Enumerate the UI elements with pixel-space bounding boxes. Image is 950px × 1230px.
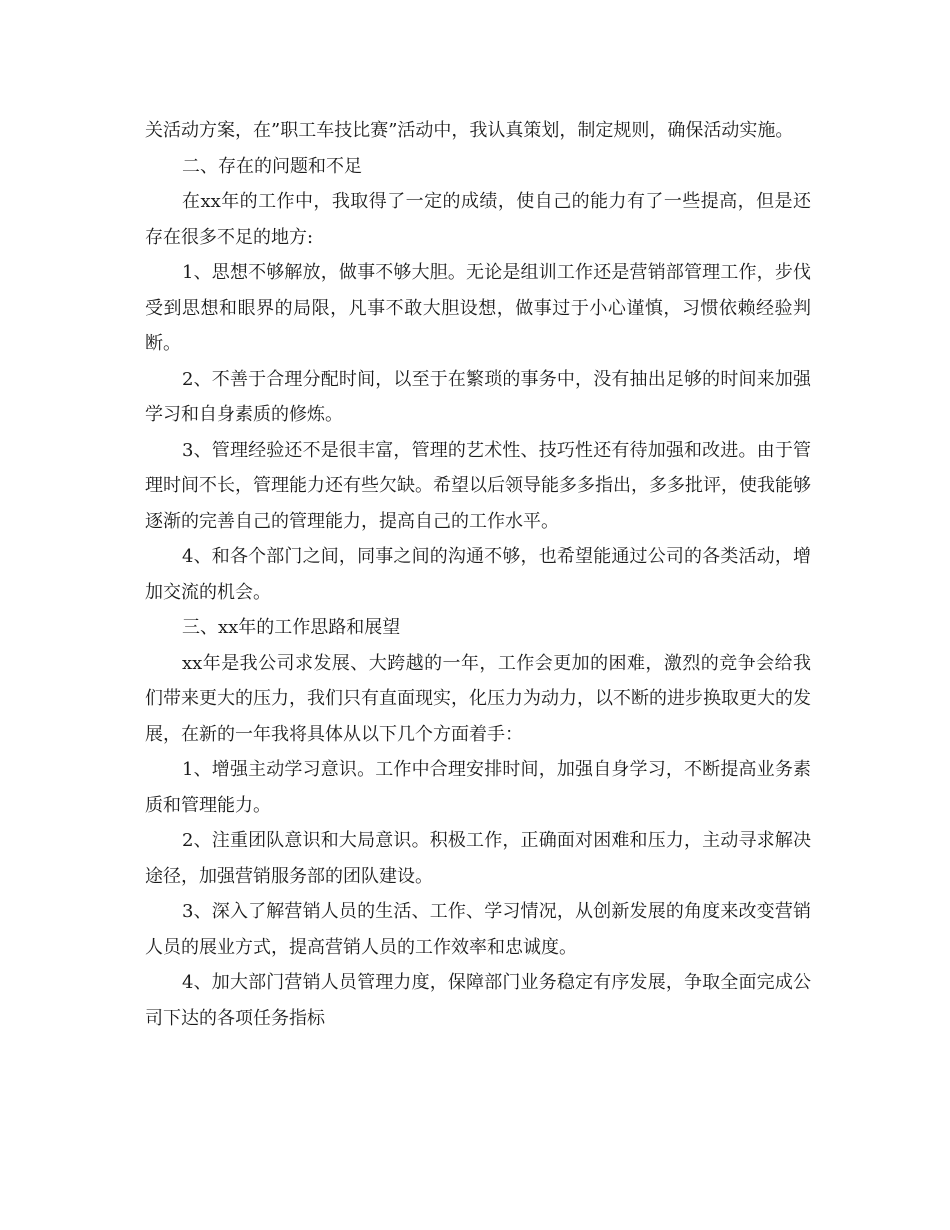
paragraph-continuation: 关活动方案，在”职工车技比赛”活动中，我认真策划，制定规则，确保活动实施。 [145,120,794,141]
plan-item-2: 2、注重团队意识和大局意识。积极工作，正确面对困难和压力，主动寻求解决途径，加强营销服务部的团队建设。 [145,830,811,887]
problem-item-2: 2、不善于合理分配时间，以至于在繁琐的事务中，没有抽出足够的时间来加强学习和自身素质的修炼。 [145,368,811,425]
problem-item-3: 3、管理经验还不是很丰富，管理的艺术性、技巧性还有待加强和改进。由于管理时间不长，管理能力还有些欠缺。希望以后领导能多多指出，多多批评，使我能够逐渐的完善自己的管理能力，提高自己的工作水平。 [145,439,811,532]
plan-item-4: 4、加大部门营销人员管理力度，保障部门业务稳定有序发展，争取全面完成公司下达的各项任务指标 [145,972,811,1029]
problem-item-1: 1、思想不够解放，做事不够大胆。无论是组训工作还是营销部管理工作，步伐受到思想和眼界的局限，凡事不敢大胆设想，做事过于小心谨慎，习惯依赖经验判断。 [145,262,811,354]
plan-item-3: 3、深入了解营销人员的生活、工作、学习情况，从创新发展的角度来改变营销人员的展业方式，提高营销人员的工作效率和忠诚度。 [145,901,811,958]
paragraph-intro-outlook: xx年是我公司求发展、大跨越的一年，工作会更加的困难，激烈的竞争会给我们带来更大的压力，我们只有直面现实，化压力为动力，以不断的进步换取更大的发展，在新的一年我将具体从以下几个方面着手： [145,652,811,745]
problem-item-4: 4、和各个部门之间，同事之间的沟通不够，也希望能通过公司的各类活动，增加交流的机会。 [145,546,811,603]
section-heading-problems: 二、存在的问题和不足 [182,155,362,177]
paragraph-intro-problems: 在xx年的工作中，我取得了一定的成绩，使自己的能力有了一些提高，但是还存在很多不足的地方: [145,191,811,248]
section-heading-outlook: 三、xx年的工作思路和展望 [182,617,401,638]
document-body [145,113,811,1036]
plan-item-1: 1、增强主动学习意识。工作中合理安排时间，加强自身学习，不断提高业务素质和管理能力。 [145,759,811,816]
